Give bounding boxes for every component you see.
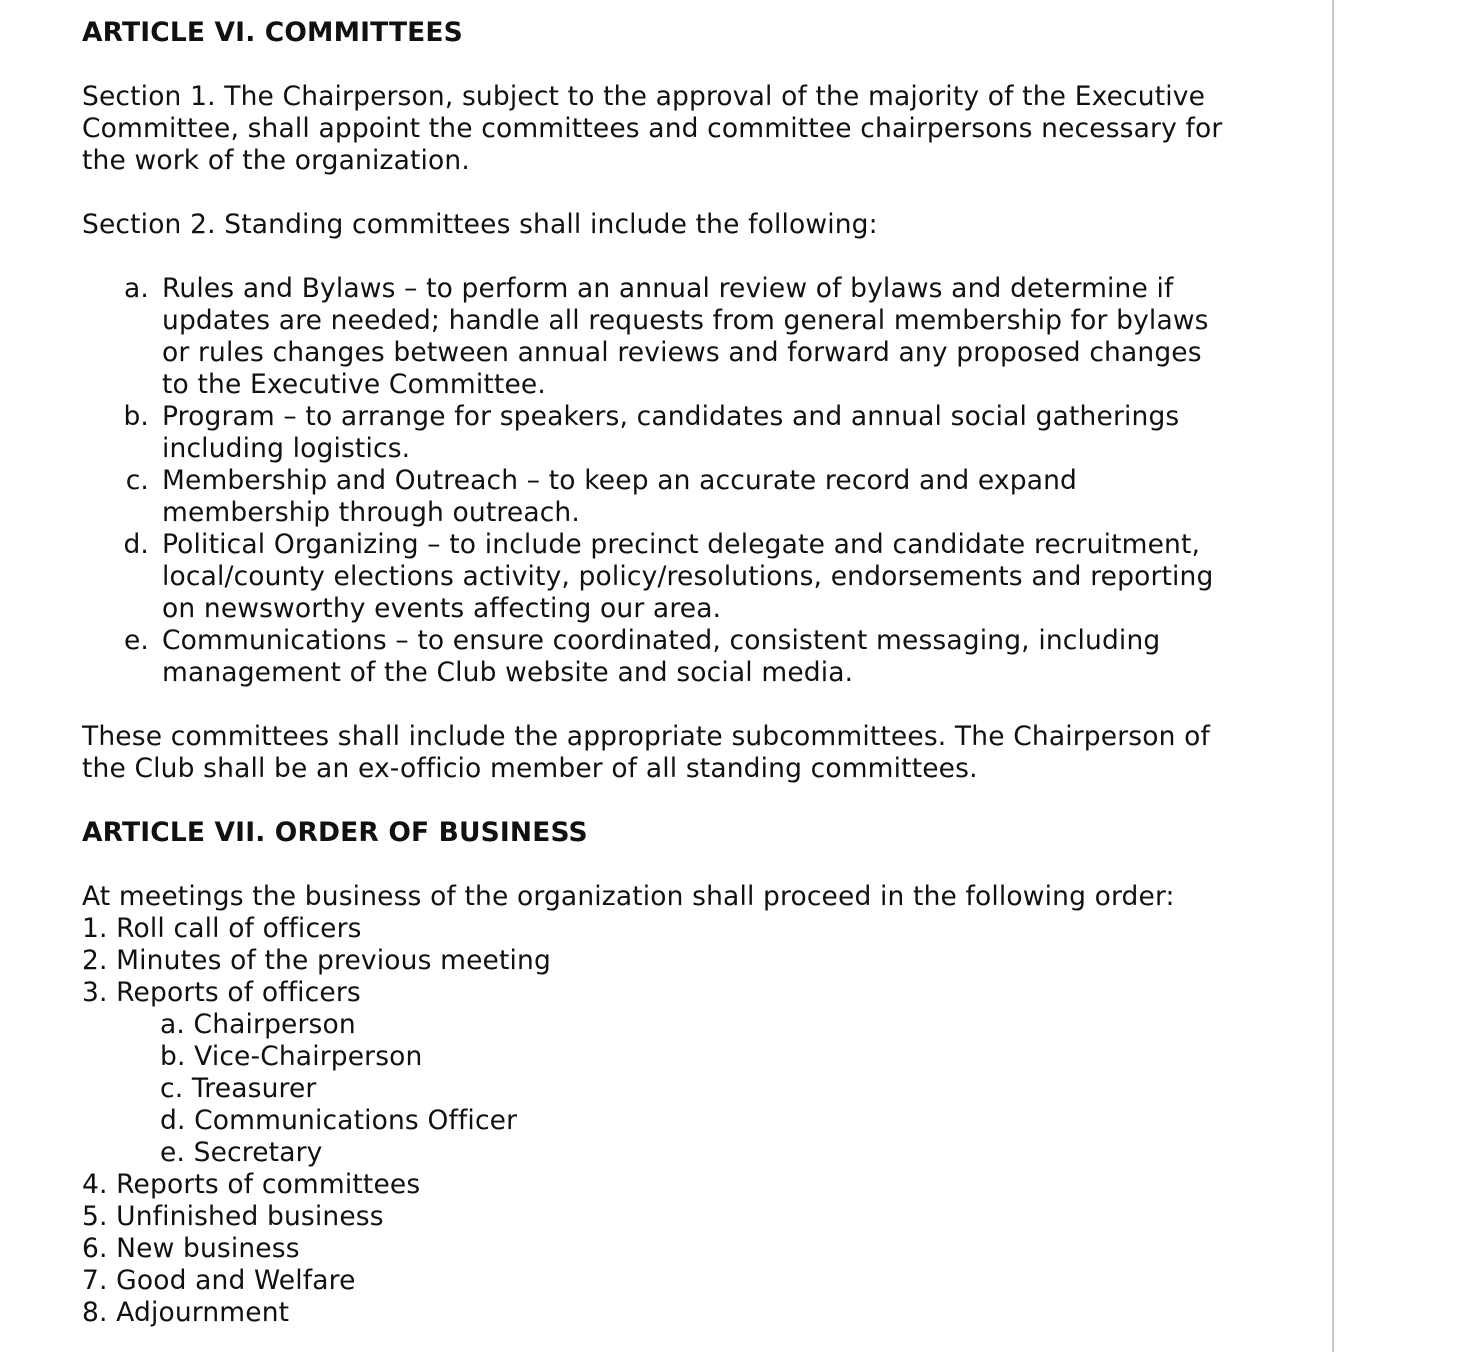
sub-item: c. Treasurer [160, 1073, 317, 1104]
list-marker: a. [124, 273, 149, 304]
article-6-closing: These committees shall include the appropriate subcommittees. The Chairperson of the Club shall be an ex-officio member of all standing committees. [82, 721, 1210, 784]
committee-communications: Communications – to ensure coordinated, consistent messaging, including management of the Club website and social media. [162, 625, 1161, 688]
committee-rules-and-bylaws: Rules and Bylaws – to perform an annual review of bylaws and determine if updates are needed; handle all requests from general membership for bylaws or rules changes between annual reviews and forward any proposed changes to the Executive Committee. [162, 273, 1209, 400]
sub-item: e. Secretary [160, 1137, 323, 1168]
order-of-business-list [82, 913, 1252, 1329]
list-marker: b. [123, 401, 149, 432]
list-item [82, 465, 1252, 529]
sub-item: a. Chairperson [160, 1009, 356, 1040]
order-item: 6. New business [82, 1233, 300, 1264]
committee-membership-outreach: Membership and Outreach – to keep an accurate record and expand membership through outreach. [162, 465, 1078, 528]
page-edge-divider [1332, 0, 1334, 1352]
officer-reports-sublist [82, 1009, 1252, 1169]
order-item: 3. Reports of officers [82, 977, 361, 1008]
article-6-section-1: Section 1. The Chairperson, subject to the approval of the majority of the Executive Committee, shall appoint the committees and committee chairpersons necessary for the work of the organization. [82, 81, 1223, 176]
order-item: 4. Reports of committees [82, 1169, 421, 1200]
sub-item: b. Vice-Chairperson [160, 1041, 423, 1072]
list-marker: c. [125, 465, 149, 496]
list-marker: e. [123, 625, 149, 656]
list-item [82, 401, 1252, 465]
standing-committees-list [82, 273, 1252, 689]
list-item [82, 273, 1252, 401]
article-6-heading: ARTICLE VI. COMMITTEES [82, 17, 463, 48]
order-item: 7. Good and Welfare [82, 1265, 356, 1296]
order-item: 8. Adjournment [82, 1297, 290, 1328]
list-item [82, 529, 1252, 625]
committee-program: Program – to arrange for speakers, candidates and annual social gatherings including logistics. [162, 401, 1180, 464]
order-item: 5. Unfinished business [82, 1201, 384, 1232]
list-item [82, 625, 1252, 689]
committee-political-organizing: Political Organizing – to include precinct delegate and candidate recruitment, local/county elections activity, policy/resolutions, endorsements and reporting on newsworthy events affecting our area. [162, 529, 1214, 624]
article-6-section-2: Section 2. Standing committees shall include the following: [82, 209, 878, 240]
list-marker: d. [123, 529, 149, 560]
order-item: 1. Roll call of officers [82, 913, 362, 944]
article-7-heading: ARTICLE VII. ORDER OF BUSINESS [82, 817, 588, 848]
document-body [82, 17, 1252, 1329]
order-item: 2. Minutes of the previous meeting [82, 945, 551, 976]
sub-item: d. Communications Officer [160, 1105, 518, 1136]
article-7-intro: At meetings the business of the organization shall proceed in the following order: [82, 881, 1175, 912]
